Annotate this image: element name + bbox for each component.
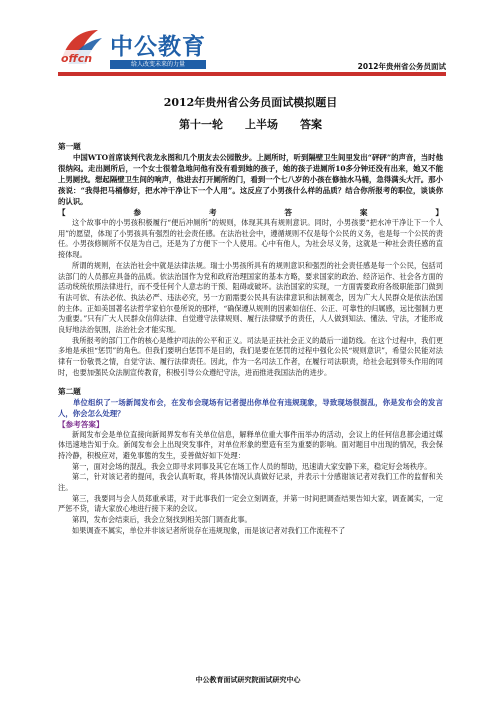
- subtitle-answer: 答案: [300, 118, 322, 131]
- question2-answer-paragraph: 第二，针对该记者的提问，我会认真听取，将具体情况认真做好记录，并表示十分感谢该记者对我们工作的监督和关注。: [58, 472, 443, 493]
- question1-answer-paragraph: 这个故事中的小男孩积极履行“便后冲厕所”的规则，体现其具有规则意识。同时，小男孩要“把水冲干净让下一个人用”的愿望，体现了小男孩具有强烈的社会责任感。在法治社会中，遵循规则不仅是每个公民的义务，也是每一个公民的责任。小男孩修厕所不仅是为自己，还是为了方便下一个人使用。心中有他人，为社会尽义务，这就是一种社会责任感的直接体现。: [58, 218, 443, 260]
- question1-body: 中国WTO首席谈判代表龙永图和几个朋友去公园散步。上厕所时，听到隔壁卫生间里发出“砰砰”的声音，当时他很纳闷。走出厕所后，一个女士很着急地问他有没有看到她的孩子，她的孩子进厕所10多分钟还没有出来，她又不能上男厕找。想起隔壁卫生间的响声，他进去打开厕所的门，看到一个七八岁的小孩在修抽水马桶，急得满头大汗。那小孩说：“我得把马桶修好，把水冲干净让下一个人用”。这反应了小男孩什么样的品质？结合你所报考的职位，谈谈你的认识。: [58, 153, 443, 206]
- question2-answer-paragraph: 如果调查不属实，单位并非该记者所说存在违规现象，而是该记者对我们工作流程不了: [72, 525, 346, 535]
- question2-reference-label: 【参考答案】: [58, 419, 104, 429]
- page-footer: 中公教育面试研究院面试研究中心: [195, 676, 301, 684]
- question2-heading: 第二题: [58, 386, 81, 396]
- question2-answer-paragraph: 第一，面对会场的混乱，我会立即寻求同事及其它在场工作人员的帮助，迅速请大家安静下来，稳定好会场秩序。: [72, 461, 432, 471]
- question2-answer-paragraph: 第四，发布会结束后，我会立刻找到相关部门调查此事。: [72, 515, 252, 525]
- subtitle-round: 第十一轮: [179, 118, 223, 131]
- svg-text:offcn: offcn: [61, 52, 93, 65]
- brand-slogan: 给人改变未来的力量: [110, 60, 206, 69]
- document-subtitle: [58, 116, 443, 132]
- document-content: [58, 94, 443, 537]
- header-title: 2012年贵州省公务员面试: [357, 62, 446, 71]
- offcn-logo-icon: [58, 24, 108, 74]
- subtitle-session: 上半场: [245, 118, 278, 131]
- question1-reference-label: 【 参 考 答 案 】: [58, 208, 443, 217]
- question2-answer-paragraph: 新闻发布会是单位直接向新闻界发布有关单位信息，解释单位重大事件而举办的活动，会议上的任何信息都会通过媒体迅速地告知于众。新闻发布会上出现突发事件，对单位形象的塑造有至为重要的影响。面对题目中出现的情况，我会保持冷静，积极应对，避免事態的发生，妥善做好如下处理：: [58, 429, 443, 460]
- question1-answer-paragraph: 我所报考的部门工作的核心是维护司法的公平和正义。司法是正扶社会正义的最后一道防线。在这个过程中，我们更多地是承担“惩罚”的角色。但我们要明白惩罚不是目的，我们是要在惩罚的过程中强化公民“规则意识”，希望公民能对法律有一份敬畏之情，自觉守法、履行法律责任。因此，作为一名司法工作者，在履行司法职责，给社会起到带头作用的同时，也要加强民众法制宣传教育，积极引导公众遵纪守法，进而推进我国法治的进步。: [58, 335, 443, 377]
- brand-logo: [58, 24, 228, 74]
- question2-body: 单位组织了一场新闻发布会，在发布会现场有记者提出你单位有违规现象，导致现场很混乱，你是发布会的发言人，你会怎么处理？: [58, 397, 443, 418]
- question1-answer-paragraph: 所谓的规则，在法治社会中就是法律法规。瑞士小男孩所具有的规则意识和强烈的社会责任感是每一个公民，包括司法部门的人员都应具备的品质。依法治国作为党和政府治理国家的基本方略，要求国家的政治、经济运作、社会各方面的活动统统依照法律进行，而不受任何个人意志的干预、阻碍或破坏。法治国家的实现，一方面需要政府各级职能部门做到有法可依、有法必依、执法必严、违法必究，另一方面需要公民具有法律意识和法制观念，因为广大人民群众是依法治国的主体。正如美国著名法哲学家伯尔曼所说的那样，“确保遵从规则的因素如信任、公正、可靠性的归属感，远比强制力更为重要。”只有广大人民群众信仰法律、自觉遵守法律规则、履行法律赋予的责任，人人做到知法、懂法、守法，才能形成良好地法治氛围，法治社会才能实现。: [58, 260, 443, 335]
- brand-name: 中公教育: [110, 34, 206, 60]
- page-header: [0, 0, 496, 80]
- header-divider: [58, 72, 446, 76]
- question1-heading: 第一题: [58, 142, 81, 151]
- document-title: 2012年贵州省公务员面试模拟题目: [163, 96, 338, 109]
- question2-answer-paragraph: 第三，我要同与会人员郑重承诺，对于此事我们一定会立刻调查，并第一时间把调查结果告知大家，调查属实，一定严惩不贷，请大家放心地进行接下来的会议。: [58, 493, 443, 514]
